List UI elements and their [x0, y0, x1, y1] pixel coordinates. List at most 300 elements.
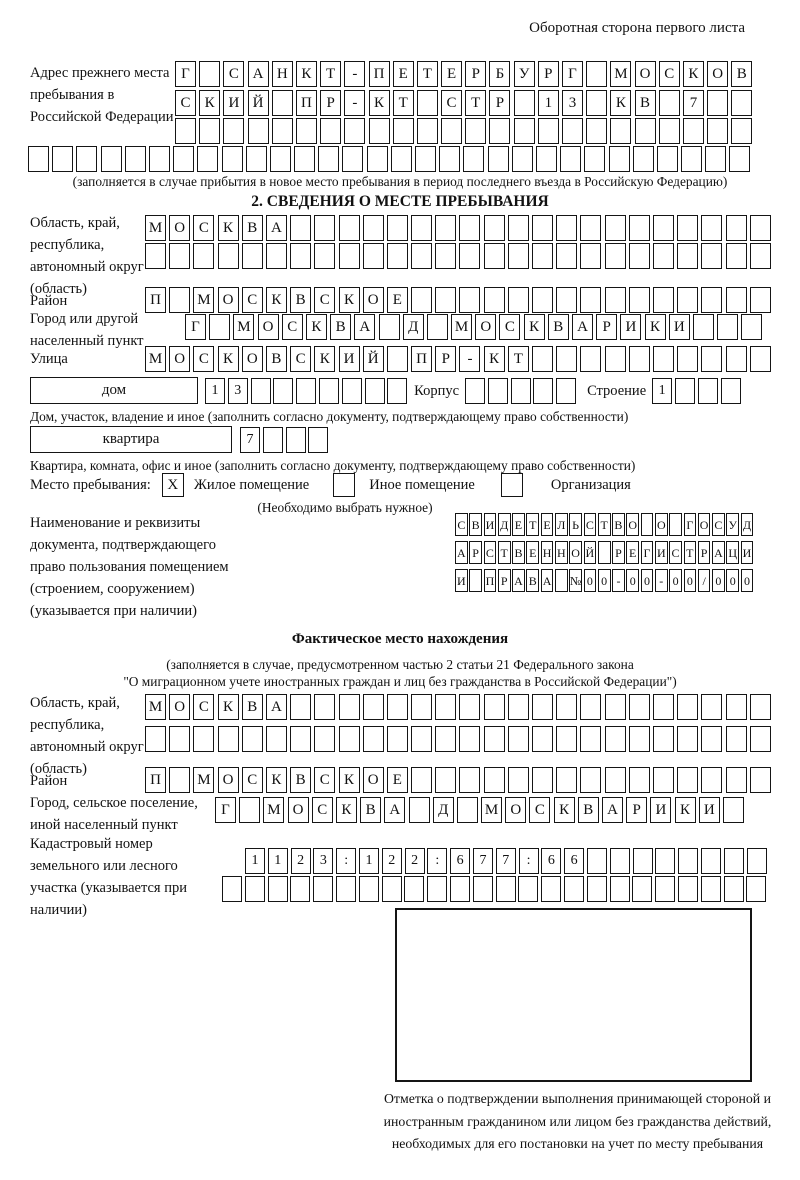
char-box: [556, 378, 576, 404]
kadastr-row-1: [245, 848, 769, 874]
option-label-inoe: Иное помещение: [369, 477, 475, 493]
char-box: [747, 848, 767, 874]
char-box: 2: [382, 848, 402, 874]
char-box: К: [484, 346, 505, 372]
char-box: [365, 378, 385, 404]
char-box: [533, 378, 553, 404]
char-box: [586, 90, 607, 116]
char-box: [435, 243, 456, 269]
char-box: [729, 146, 750, 172]
char-box: С: [455, 513, 468, 536]
char-box: [532, 346, 553, 372]
kadastr-row-2: [222, 876, 769, 902]
char-box: М: [145, 215, 166, 241]
char-box: [209, 314, 230, 340]
char-box: [248, 118, 269, 144]
char-box: [655, 876, 675, 902]
prev-address-label: Адрес прежнего места пребывания в Российской Федерации: [30, 65, 174, 125]
char-box: [101, 146, 122, 172]
char-box: К: [266, 287, 287, 313]
oblast-row-2: [145, 243, 774, 269]
char-box: [750, 215, 771, 241]
doc-row-2: [455, 541, 755, 564]
char-box: [268, 876, 288, 902]
char-box: [272, 118, 293, 144]
char-box: [411, 215, 432, 241]
char-box: Й: [584, 541, 597, 564]
char-box: Н: [555, 541, 568, 564]
char-box: [584, 146, 605, 172]
char-box: [222, 146, 243, 172]
char-box: [698, 378, 718, 404]
char-box: №: [569, 569, 582, 592]
char-box: [605, 726, 626, 752]
doc-label: Наименование и реквизиты документа, подтверждающего право пользования помещением (строением, сооружением) (указывается при наличии): [30, 515, 229, 619]
char-box: [242, 243, 263, 269]
char-box: [723, 797, 744, 823]
char-box: [677, 726, 698, 752]
char-box: [342, 378, 362, 404]
char-box: 1: [268, 848, 288, 874]
char-box: И: [741, 541, 754, 564]
char-box: К: [683, 61, 704, 87]
char-box: [605, 767, 626, 793]
char-box: В: [578, 797, 599, 823]
char-box: [246, 146, 267, 172]
actual-gorod-row: [215, 797, 747, 823]
char-box: [555, 569, 568, 592]
char-box: Р: [489, 90, 510, 116]
char-box: [726, 767, 747, 793]
char-box: [508, 215, 529, 241]
char-box: Й: [363, 346, 384, 372]
char-box: [610, 118, 631, 144]
char-box: 0: [741, 569, 754, 592]
char-box: [484, 726, 505, 752]
char-box: [657, 146, 678, 172]
raion-row: [145, 287, 774, 313]
char-box: [677, 243, 698, 269]
char-box: [707, 118, 728, 144]
char-box: Д: [433, 797, 454, 823]
char-box: С: [441, 90, 462, 116]
char-box: [296, 118, 317, 144]
char-box: [653, 767, 674, 793]
char-box: [564, 876, 584, 902]
prev-address-row-2: [175, 90, 756, 116]
char-box: Р: [498, 569, 511, 592]
char-box: [435, 726, 456, 752]
char-box: 2: [291, 848, 311, 874]
char-box: Н: [272, 61, 293, 87]
char-box: В: [512, 541, 525, 564]
char-box: 1: [245, 848, 265, 874]
char-box: [717, 314, 738, 340]
char-box: [450, 876, 470, 902]
char-box: [313, 876, 333, 902]
char-box: [387, 346, 408, 372]
char-box: О: [169, 215, 190, 241]
char-box: 7: [240, 427, 260, 453]
char-box: [677, 767, 698, 793]
char-box: О: [242, 346, 263, 372]
actual-location-title: Фактическое место нахождения: [291, 631, 509, 647]
char-box: :: [427, 848, 447, 874]
char-box: П: [369, 61, 390, 87]
char-box: Е: [387, 287, 408, 313]
char-box: [508, 726, 529, 752]
char-box: О: [169, 346, 190, 372]
char-box: 1: [652, 378, 672, 404]
char-box: [145, 243, 166, 269]
char-box: Е: [541, 513, 554, 536]
actual-oblast-row-1: [145, 694, 774, 720]
char-box: К: [339, 767, 360, 793]
char-box: [266, 726, 287, 752]
checkbox-zhiloe[interactable]: X: [162, 473, 184, 497]
char-box: И: [339, 346, 360, 372]
char-box: В: [469, 513, 482, 536]
char-box: 3: [562, 90, 583, 116]
char-box: А: [354, 314, 375, 340]
char-box: С: [242, 287, 263, 313]
char-box: Е: [626, 541, 639, 564]
char-box: [556, 726, 577, 752]
char-box: Р: [538, 61, 559, 87]
char-box: [653, 287, 674, 313]
char-box: [726, 694, 747, 720]
char-box: [580, 287, 601, 313]
char-box: [342, 146, 363, 172]
char-box: В: [266, 346, 287, 372]
char-box: Р: [469, 541, 482, 564]
actual-raion-row: [145, 767, 774, 793]
char-box: [469, 569, 482, 592]
char-box: [218, 243, 239, 269]
char-box: [339, 726, 360, 752]
char-box: Й: [248, 90, 269, 116]
char-box: О: [218, 767, 239, 793]
char-box: О: [218, 287, 239, 313]
actual-oblast-label: Область, край, республика, автономный округ (область): [30, 695, 144, 777]
char-box: [580, 767, 601, 793]
char-box: [417, 118, 438, 144]
char-box: Р: [596, 314, 617, 340]
actual-gorod-label: Город, сельское поселение, иной населенный пункт: [30, 795, 198, 833]
char-box: Р: [626, 797, 647, 823]
place-type-note: (Необходимо выбрать нужное): [257, 500, 433, 515]
char-box: [296, 378, 316, 404]
char-box: [580, 215, 601, 241]
char-box: Е: [441, 61, 462, 87]
char-box: Т: [498, 541, 511, 564]
char-box: С: [242, 767, 263, 793]
char-box: [705, 146, 726, 172]
char-box: [586, 61, 607, 87]
char-box: [173, 146, 194, 172]
char-box: В: [360, 797, 381, 823]
char-box: [427, 314, 448, 340]
actual-oblast-row-2: [145, 726, 774, 752]
char-box: [635, 118, 656, 144]
char-box: [459, 767, 480, 793]
char-box: 7: [496, 848, 516, 874]
char-box: П: [484, 569, 497, 592]
char-box: М: [610, 61, 631, 87]
char-box: К: [336, 797, 357, 823]
char-box: [290, 215, 311, 241]
char-box: -: [459, 346, 480, 372]
char-box: [514, 90, 535, 116]
char-box: [701, 726, 722, 752]
char-box: И: [620, 314, 641, 340]
char-box: С: [659, 61, 680, 87]
char-box: Г: [185, 314, 206, 340]
char-box: О: [569, 541, 582, 564]
char-box: [562, 118, 583, 144]
char-box: [731, 90, 752, 116]
char-box: [149, 146, 170, 172]
actual-location-note-2: "О миграционном учете иностранных граждан и лиц без гражданства в Российской Федерации"): [123, 674, 677, 689]
char-box: [222, 876, 242, 902]
char-box: [724, 848, 744, 874]
char-box: [463, 146, 484, 172]
dom-field[interactable]: дом: [30, 377, 198, 404]
char-box: [484, 694, 505, 720]
char-box: Г: [641, 541, 654, 564]
char-box: К: [610, 90, 631, 116]
char-box: [629, 287, 650, 313]
char-box: [290, 243, 311, 269]
char-box: М: [263, 797, 284, 823]
char-box: [560, 146, 581, 172]
kvartira-field[interactable]: квартира: [30, 426, 232, 453]
prev-address-row-3: [175, 118, 756, 144]
place-type-row: [30, 473, 631, 497]
char-box: [387, 694, 408, 720]
char-box: [266, 243, 287, 269]
char-box: К: [314, 346, 335, 372]
char-box: 0: [641, 569, 654, 592]
char-box: [629, 694, 650, 720]
char-box: К: [369, 90, 390, 116]
char-box: [532, 243, 553, 269]
char-box: К: [554, 797, 575, 823]
char-box: [391, 146, 412, 172]
char-box: О: [363, 767, 384, 793]
char-box: О: [363, 287, 384, 313]
section2-title: 2. СВЕДЕНИЯ О МЕСТЕ ПРЕБЫВАНИЯ: [251, 193, 549, 210]
char-box: [741, 314, 762, 340]
char-box: [459, 726, 480, 752]
char-box: [586, 118, 607, 144]
char-box: С: [712, 513, 725, 536]
char-box: С: [499, 314, 520, 340]
char-box: [653, 694, 674, 720]
char-box: [532, 694, 553, 720]
char-box: [251, 378, 271, 404]
char-box: О: [505, 797, 526, 823]
char-box: О: [655, 513, 668, 536]
char-box: Е: [512, 513, 525, 536]
char-box: 0: [712, 569, 725, 592]
char-box: [145, 726, 166, 752]
char-box: [382, 876, 402, 902]
char-box: В: [635, 90, 656, 116]
char-box: [580, 346, 601, 372]
char-box: [359, 876, 379, 902]
gorod-label: Город или другой населенный пункт: [30, 311, 144, 349]
char-box: [435, 215, 456, 241]
char-box: [605, 287, 626, 313]
char-box: [488, 378, 508, 404]
char-box: [653, 243, 674, 269]
char-box: [556, 287, 577, 313]
char-box: [484, 243, 505, 269]
char-box: [605, 215, 626, 241]
char-box: [641, 513, 654, 536]
char-box: С: [312, 797, 333, 823]
char-box: М: [451, 314, 472, 340]
char-box: [580, 694, 601, 720]
char-box: -: [612, 569, 625, 592]
char-box: Б: [489, 61, 510, 87]
checkbox-inoe[interactable]: [333, 473, 355, 497]
char-box: О: [635, 61, 656, 87]
char-box: 2: [405, 848, 425, 874]
char-box: И: [699, 797, 720, 823]
char-box: [511, 378, 531, 404]
char-box: [610, 876, 630, 902]
char-box: [290, 876, 310, 902]
char-box: [681, 146, 702, 172]
char-box: [387, 243, 408, 269]
char-box: П: [411, 346, 432, 372]
char-box: [677, 287, 698, 313]
char-box: А: [266, 694, 287, 720]
char-box: С: [193, 346, 214, 372]
char-box: [441, 118, 462, 144]
kvartira-note: Квартира, комната, офис и иное (заполнить согласно документу, подтверждающему право собственности): [30, 458, 636, 473]
char-box: С: [584, 513, 597, 536]
char-box: [726, 287, 747, 313]
prev-address-row-4: [28, 146, 754, 172]
char-box: [175, 118, 196, 144]
char-box: [532, 287, 553, 313]
char-box: [484, 287, 505, 313]
place-type-label: Место пребывания:: [30, 477, 151, 493]
char-box: [435, 767, 456, 793]
char-box: 3: [313, 848, 333, 874]
char-box: 6: [541, 848, 561, 874]
checkbox-organizatsiya[interactable]: [501, 473, 523, 497]
char-box: [273, 378, 293, 404]
char-box: [459, 694, 480, 720]
char-box: [587, 876, 607, 902]
char-box: В: [612, 513, 625, 536]
char-box: Ц: [726, 541, 739, 564]
char-box: [724, 876, 744, 902]
char-box: [308, 427, 328, 453]
dom-note: Дом, участок, владение и иное (заполнить согласно документу, подтверждающему право собственности): [30, 409, 629, 424]
char-box: [677, 346, 698, 372]
char-box: [465, 118, 486, 144]
char-box: [393, 118, 414, 144]
char-box: 1: [205, 378, 225, 404]
char-box: [193, 726, 214, 752]
prev-address-row-1: [175, 61, 756, 87]
char-box: Т: [465, 90, 486, 116]
char-box: [632, 876, 652, 902]
kadastr-label: Кадастровый номер земельного или лесного участка (указывается при наличии): [30, 836, 187, 918]
char-box: Д: [498, 513, 511, 536]
char-box: [169, 243, 190, 269]
char-box: К: [199, 90, 220, 116]
char-box: [609, 146, 630, 172]
char-box: [270, 146, 291, 172]
char-box: [605, 694, 626, 720]
char-box: [683, 118, 704, 144]
char-box: [387, 378, 407, 404]
char-box: 0: [669, 569, 682, 592]
char-box: Е: [387, 767, 408, 793]
char-box: [701, 767, 722, 793]
char-box: Г: [175, 61, 196, 87]
char-box: [52, 146, 73, 172]
actual-location-note-1: (заполняется в случае, предусмотренном частью 2 статьи 21 Федерального закона: [166, 657, 634, 672]
char-box: [536, 146, 557, 172]
char-box: И: [223, 90, 244, 116]
char-box: К: [524, 314, 545, 340]
stamp-note: Отметка о подтверждении выполнения принимающей стороной и иностранным гражданином или лицом без гражданства действий, необходимых для его постановки на учет по месту пребывания: [383, 1091, 772, 1151]
char-box: В: [242, 215, 263, 241]
char-box: 0: [584, 569, 597, 592]
char-box: [28, 146, 49, 172]
char-box: К: [339, 287, 360, 313]
char-box: [707, 90, 728, 116]
char-box: [320, 118, 341, 144]
char-box: /: [698, 569, 711, 592]
char-box: [677, 694, 698, 720]
dom-row: [30, 377, 743, 404]
char-box: [518, 876, 538, 902]
char-box: [675, 378, 695, 404]
char-box: М: [193, 767, 214, 793]
char-box: -: [344, 90, 365, 116]
char-box: [439, 146, 460, 172]
char-box: [750, 726, 771, 752]
char-box: У: [514, 61, 535, 87]
char-box: [239, 797, 260, 823]
char-box: [169, 767, 190, 793]
char-box: А: [248, 61, 269, 87]
char-box: М: [145, 694, 166, 720]
char-box: В: [548, 314, 569, 340]
option-label-zhiloe: Жилое помещение: [193, 477, 310, 493]
char-box: [76, 146, 97, 172]
char-box: [199, 61, 220, 87]
char-box: [363, 243, 384, 269]
char-box: [726, 215, 747, 241]
char-box: -: [344, 61, 365, 87]
char-box: [512, 146, 533, 172]
char-box: [580, 726, 601, 752]
char-box: О: [475, 314, 496, 340]
char-box: [459, 243, 480, 269]
char-box: [319, 378, 339, 404]
char-box: [532, 726, 553, 752]
doc-row-1: [455, 513, 755, 536]
